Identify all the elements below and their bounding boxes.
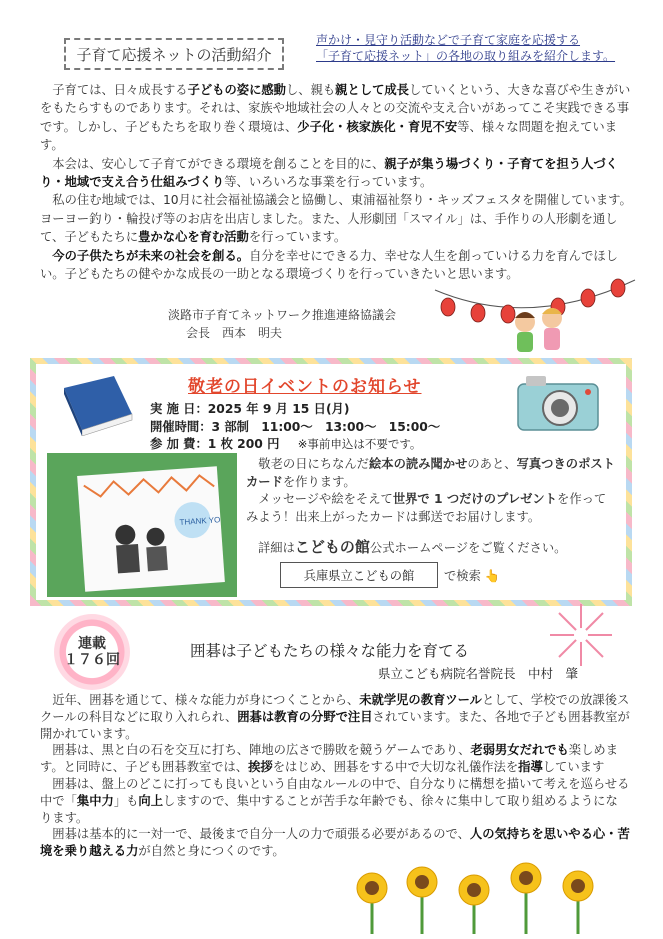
paragraph: 私の住む地域では、10月に社会福祉協議会と協働し、東浦福祉祭り・キッズフェスタを開催しています。ヨーヨー釣り・輪投げ等のお店を出店しました。また、人形劇団「スマイル」は、手作りの人形劇を通して、子どもたちに豊かな心を育む活動を行っています。 xyxy=(40,193,632,245)
paragraph: 敬老の日にちなんだ絵本の読み聞かせのあと、写真つきのポストカードを作ります。 xyxy=(246,457,615,489)
signature-name: 会長 西本 明夫 xyxy=(186,326,283,340)
book-icon xyxy=(58,374,136,436)
series-badge xyxy=(54,614,130,690)
column-body xyxy=(40,692,630,860)
column-author: 県立こども病院名誉院長 中村 肇 xyxy=(378,666,579,681)
paragraph: 子育ては、日々成長する子どもの姿に感動し、親も親として成長していくという、大きな喜びや生きがいをもたらすものであります。それは、家族や地域社会の人々との交流や支え合いがあってこそ実践できる事です。しかし、子どもたちを取り巻く環境は、少子化・核家族化・育児不安等、様々な問題を抱えています。 xyxy=(40,83,631,153)
column-title: 囲碁は子どもたちの様々な能力を育てる xyxy=(190,642,470,660)
series-number: １７６回 xyxy=(64,652,120,668)
paragraph: メッセージや絵をそえて世界で 1 つだけのプレゼントを作ってみよう！出来上がったカードは郵送でお届けします。 xyxy=(246,492,607,524)
event-photo xyxy=(47,453,237,597)
paragraph: 本会は、安心して子育てができる環境を創ることを目的に、親子が集う場づくり・子育てを担う人づくり・地域で支え合う仕組みづくり等、いろいろな事業を行っています。 xyxy=(40,156,618,190)
search-label xyxy=(444,566,500,584)
paragraph: 囲碁は、黒と白の石を交互に打ち、陣地の広さで勝敗を競うゲームであり、老弱男女だれでも楽しめます。と同時に、子ども囲碁教室では、挨拶をはじめ、囲碁をする中で大切な礼儀作法を指導しています xyxy=(40,743,618,775)
signature-org: 淡路市子育てネットワーク推進連絡協議会 xyxy=(168,308,397,322)
camera-icon xyxy=(512,368,604,436)
article-body xyxy=(40,81,632,283)
postcard-sample xyxy=(77,466,225,591)
event-title: 敬老の日イベントのお知らせ xyxy=(188,377,422,397)
paragraph: 囲碁は基本的に一対一で、最後まで自分一人の力で頑張る必要があるので、人の気持ちを思いやる心・苦境を乗り越える力が自然と身につくのです。 xyxy=(40,827,630,859)
event-date: 実 施 日：2025 年 9 月 15 日(月) xyxy=(150,402,350,416)
intro-line-2: 「子育て応援ネット」の各地の取り組みを紹介します。 xyxy=(316,49,616,63)
detail-prefix: 詳細は xyxy=(258,541,295,555)
search-query: 兵庫県立こどもの館 xyxy=(303,569,415,583)
event-description xyxy=(246,456,618,526)
event-times: 開催時間：3 部制 11:00～ 13:00～ 15:00～ xyxy=(150,419,441,434)
search-label-text: で検索 xyxy=(444,569,481,583)
event-info xyxy=(150,401,440,454)
paragraph: 囲碁は、盤上のどこに打っても良いという自由なルールの中で、自分なりに構想を描いて考えを巡らせる中で「集中力」も向上しますので、集中することが苦手な年齢でも、徐々に集中して取り組めるようになります。 xyxy=(40,776,630,825)
intro-text xyxy=(316,32,636,64)
detail-suffix: 公式ホームページをご覧ください。 xyxy=(369,541,567,555)
event-fee-note: ※事前申込は不要です。 xyxy=(297,437,422,451)
event-fee-line xyxy=(150,436,440,454)
section-title xyxy=(64,38,284,70)
festival-children-illustration xyxy=(430,270,640,360)
intro-line-1: 声かけ・見守り活動などで子育て家庭を応援する xyxy=(316,33,581,47)
sunflowers-illustration xyxy=(352,858,622,934)
event-fee: 参 加 費：1 枚 200 円 xyxy=(150,437,280,451)
paragraph: 今の子供たちが未来の社会を創る。自分を幸せにできる力、幸せな人生を創っていける力を育んでほしい。子どもたちの健やかな成長の一助となる環境づくりを行っていきたいと思います。 xyxy=(40,248,618,282)
photo-caption: THANK YOU xyxy=(179,514,225,527)
event-detail xyxy=(258,536,566,557)
section-title-text: 子育て応援ネットの活動紹介 xyxy=(76,45,272,64)
series-label: 連載 xyxy=(78,636,106,652)
search-query-box xyxy=(280,562,438,588)
detail-venue: こどもの館 xyxy=(294,538,370,556)
paragraph: 近年、囲碁を通じて、様々な能力が身につくことから、未就学児の教育ツールとして、学校での放課後スクールの科目などに取り入れられ、囲碁は教育の分野で注目されています。また、各地で子ども囲碁教室が開かれています。 xyxy=(40,693,630,741)
firework-icon xyxy=(546,600,616,670)
pointing-hand-icon: 👆 xyxy=(484,569,501,583)
